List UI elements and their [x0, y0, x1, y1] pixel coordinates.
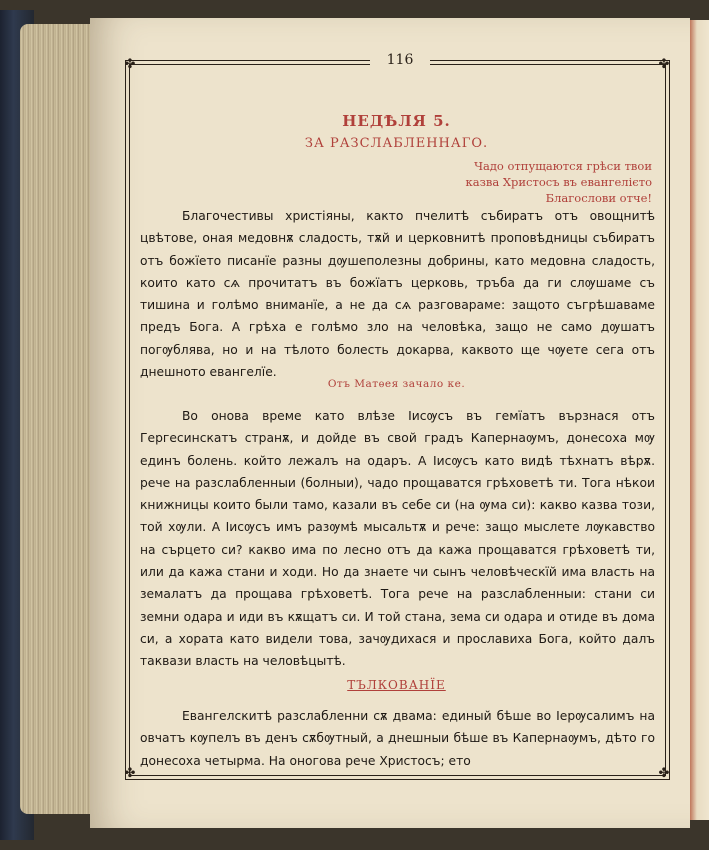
page-number: 116	[370, 52, 430, 68]
epigraph-line: казва Христосъ въ евангелієто	[465, 175, 652, 189]
epigraph	[420, 158, 652, 206]
commentary-paragraph: Евангелскитѣ разслабленни сѫ двама: единый бѣше во Іерѹсалимъ на овчатъ кѹпелъ въ денъ сѫбѹтный, а днешныи бѣше въ Капернаѹмъ, дѣто го донесоха четырма. На оногова рече Христосъ; ето	[140, 709, 655, 768]
epigraph-line: Чадо отпущаются грѣси твои	[474, 159, 652, 173]
gospel-paragraph: Во онова време като влѣзе Іисѹсъ въ гемїатъ вързнася отъ Гергесинскатъ странѫ, и дойде въ свой градъ Капернаѹмъ, донесоха мѹ единъ болень. който лежалъ на одаръ. А Іисѹсъ като видѣ тѣхнатъ вѣрѫ. рече на разслабленныи (болныи), чадо прощаватся грѣховетѣ ти. Тога нѣкои книжницы които были тамо, казали въ себе си (на ѹма си): какво казва този, той хѹли. А Іисѹсъ имъ разѹмѣ мысальтѫ и рече: защо мыслете лѹкавство на сърцето си? какво има по лесно отъ да кажа прощаватся грѣховетѣ ти, или да кажа стани и ходи. Но да знаете чи сынъ человѣческїй има власть на земалатъ да прощава грѣховетѣ. Тога рече на разслабленныи: стани си земни одара и иди въ кѫщатъ си. И той стана, земa си одара и отиде въ дома си, а хората като видели това, зачѹдихася и прославиха Бога, който далъ таквази власть на человѣцытѣ.	[140, 409, 655, 669]
epigraph-line: Благослови отче!	[545, 191, 652, 205]
commentary-heading: ТЪЛКОВАНЇЕ	[347, 678, 446, 692]
intro-paragraph: Благочестивы христiяны, както пчелитѣ събиратъ отъ овощнитѣ цвѣтове, оная медовнѫ сладость, тѫй и церковнитѣ проповѣдницы събиратъ отъ божїето писанїе разны дѹшеполезны добрины, като медовна сладость, които като сѧ прочитатъ въ божїатъ церковь, тръба да ги слѹшаме съ тишина и голѣмо вниманїе, а не да сѧ разговараме: защото съгрѣшаваме предъ Бога. А грѣха е голѣмо зло на человѣка, защо не само дѹшатъ погѹблява, но и на тѣлото болесть докарва, каквото ще чѹете сега отъ днешното евангелїе.	[140, 209, 655, 380]
week-heading: НЕДѢЛЯ 5.	[342, 112, 451, 130]
subject-heading: ЗА РАЗСЛАБЛЕННАГО.	[304, 136, 489, 151]
corner-ornament: ✤	[124, 57, 136, 72]
corner-ornament: ✤	[658, 766, 670, 781]
corner-ornament: ✤	[124, 766, 136, 781]
corner-ornament: ✤	[658, 57, 670, 72]
gospel-reference: Отъ Матѳея зачало ке.	[327, 378, 466, 390]
